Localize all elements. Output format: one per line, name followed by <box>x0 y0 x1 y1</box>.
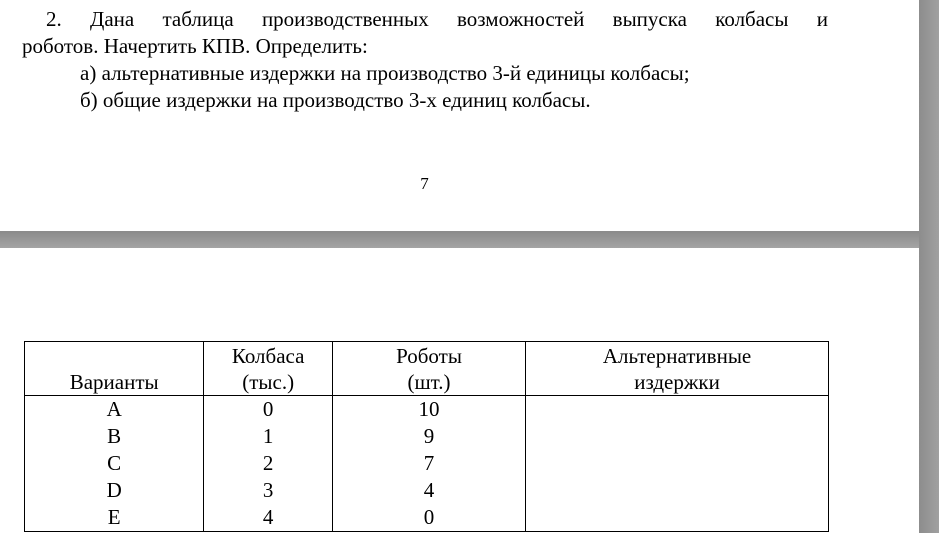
viewer-background <box>919 0 939 533</box>
cell-variant: E <box>25 504 204 532</box>
cell-robots: 4 <box>332 477 525 504</box>
cell-variant: D <box>25 477 204 504</box>
cell-variant: C <box>25 450 204 477</box>
problem-statement <box>22 6 828 114</box>
problem-line-1: 2. Дана таблица производственных возможностей выпуска колбасы и <box>46 7 828 31</box>
production-possibilities-table <box>24 341 829 532</box>
cell-variant: A <box>25 396 204 424</box>
cell-robots: 7 <box>332 450 525 477</box>
cell-sausage: 1 <box>204 423 333 450</box>
cell-sausage: 3 <box>204 477 333 504</box>
cell-alt-cost <box>526 477 829 504</box>
header-robots: Роботы (шт.) <box>332 342 525 396</box>
cell-robots: 0 <box>332 504 525 532</box>
cell-robots: 10 <box>332 396 525 424</box>
cell-alt-cost <box>526 450 829 477</box>
page-gap <box>0 231 939 248</box>
header-sausage: Колбаса (тыс.) <box>204 342 333 396</box>
problem-line-2: роботов. Начертить КПВ. Определить: <box>22 34 368 58</box>
table-header-row <box>25 342 829 396</box>
table-row <box>25 477 829 504</box>
cell-robots: 9 <box>332 423 525 450</box>
header-variants: Варианты <box>25 342 204 396</box>
page-number: 7 <box>420 174 429 193</box>
cell-alt-cost <box>526 504 829 532</box>
problem-item-a: а) альтернативные издержки на производство 3-й единицы колбасы; <box>80 61 690 85</box>
table-row <box>25 396 829 424</box>
cell-sausage: 0 <box>204 396 333 424</box>
document-page-top <box>0 0 919 231</box>
cell-sausage: 2 <box>204 450 333 477</box>
cell-sausage: 4 <box>204 504 333 532</box>
cell-alt-cost <box>526 423 829 450</box>
table-row <box>25 450 829 477</box>
cell-alt-cost <box>526 396 829 424</box>
cell-variant: B <box>25 423 204 450</box>
header-alternative-costs: Альтернативные издержки <box>526 342 829 396</box>
table-row <box>25 504 829 532</box>
table-row <box>25 423 829 450</box>
problem-item-b: б) общие издержки на производство 3-х единиц колбасы. <box>80 88 591 112</box>
